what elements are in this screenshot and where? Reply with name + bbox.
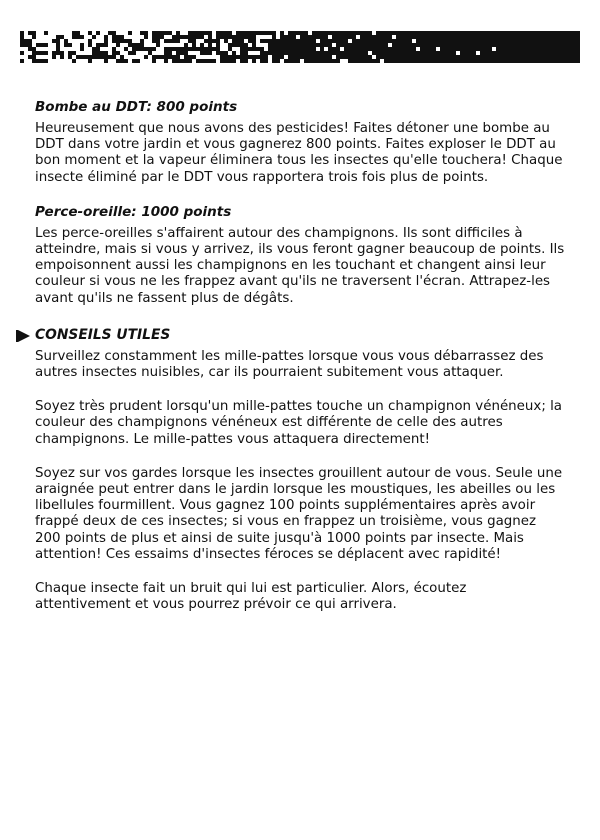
ddt-bomb-text: Heureusement que nous avons des pesticides! Faites détoner une bombe au DDT dans votre jardin et vous gagnerez 800 points. Faites exploser le DDT au bon moment et la vapeur éliminera tous les insectes qu'elle touchera! Chaque insecte éliminé par le DDT vous rapportera trois fois plus de points. <box>35 121 563 185</box>
section-tips <box>35 327 565 614</box>
tip-paragraph: Surveillez constamment les mille-pattes lorsque vous vous débarrassez des autres insectes nuisibles, car ils pourraient subitement vous attaquer. <box>35 348 544 381</box>
page-content <box>35 99 565 613</box>
earwig-heading: Perce-oreille: 1000 points <box>35 203 232 220</box>
tips-heading-row <box>35 327 565 343</box>
tips-heading: CONSEILS UTILES <box>35 326 171 343</box>
section-ddt-bomb <box>35 99 565 186</box>
section-earwig <box>35 204 565 307</box>
tip-paragraph: Chaque insecte fait un bruit qui lui est particulier. Alors, écoutez attentivement et vous pourrez prévoir ce qui arrivera. <box>35 581 467 613</box>
ddt-bomb-heading: Bombe au DDT: 800 points <box>35 99 238 115</box>
pointer-arrow-icon <box>18 330 30 342</box>
earwig-text: Les perce-oreilles s'affairent autour des champignons. Ils sont difficiles à atteindre, mais si vous y arrivez, ils vous feront gagner beaucoup de points. Ils empoisonnent aussi les champignons en les touchant et changent ainsi leur couleur si vous ne les frappez avant qu'ils ne traversent l'écran. Attrapez-les avant qu'ils ne fassent plus de dégâts. <box>35 225 565 306</box>
pixel-banner <box>20 31 580 63</box>
tip-paragraph: Soyez très prudent lorsqu'un mille-pattes touche un champignon vénéneux; la couleur des champignons vénéneux est différente de celle des autres champignons. Le mille-pattes vous attaquera directement! <box>35 399 563 447</box>
tip-paragraph: Soyez sur vos gardes lorsque les insectes grouillent autour de vous. Seule une araignée peut entrer dans le jardin lorsque les moustiques, les abeilles ou les libellules fourmillent. Vous gagnez 100 points supplémentaires après avoir frappé deux de ces insectes; si vous en frappez un troisième, vous gagnez 200 points de plus et ainsi de suite jusqu'à 1000 points par insecte. Mais attention! Ces essaims d'insectes féroces se déplacent avec rapidité! <box>35 465 563 562</box>
